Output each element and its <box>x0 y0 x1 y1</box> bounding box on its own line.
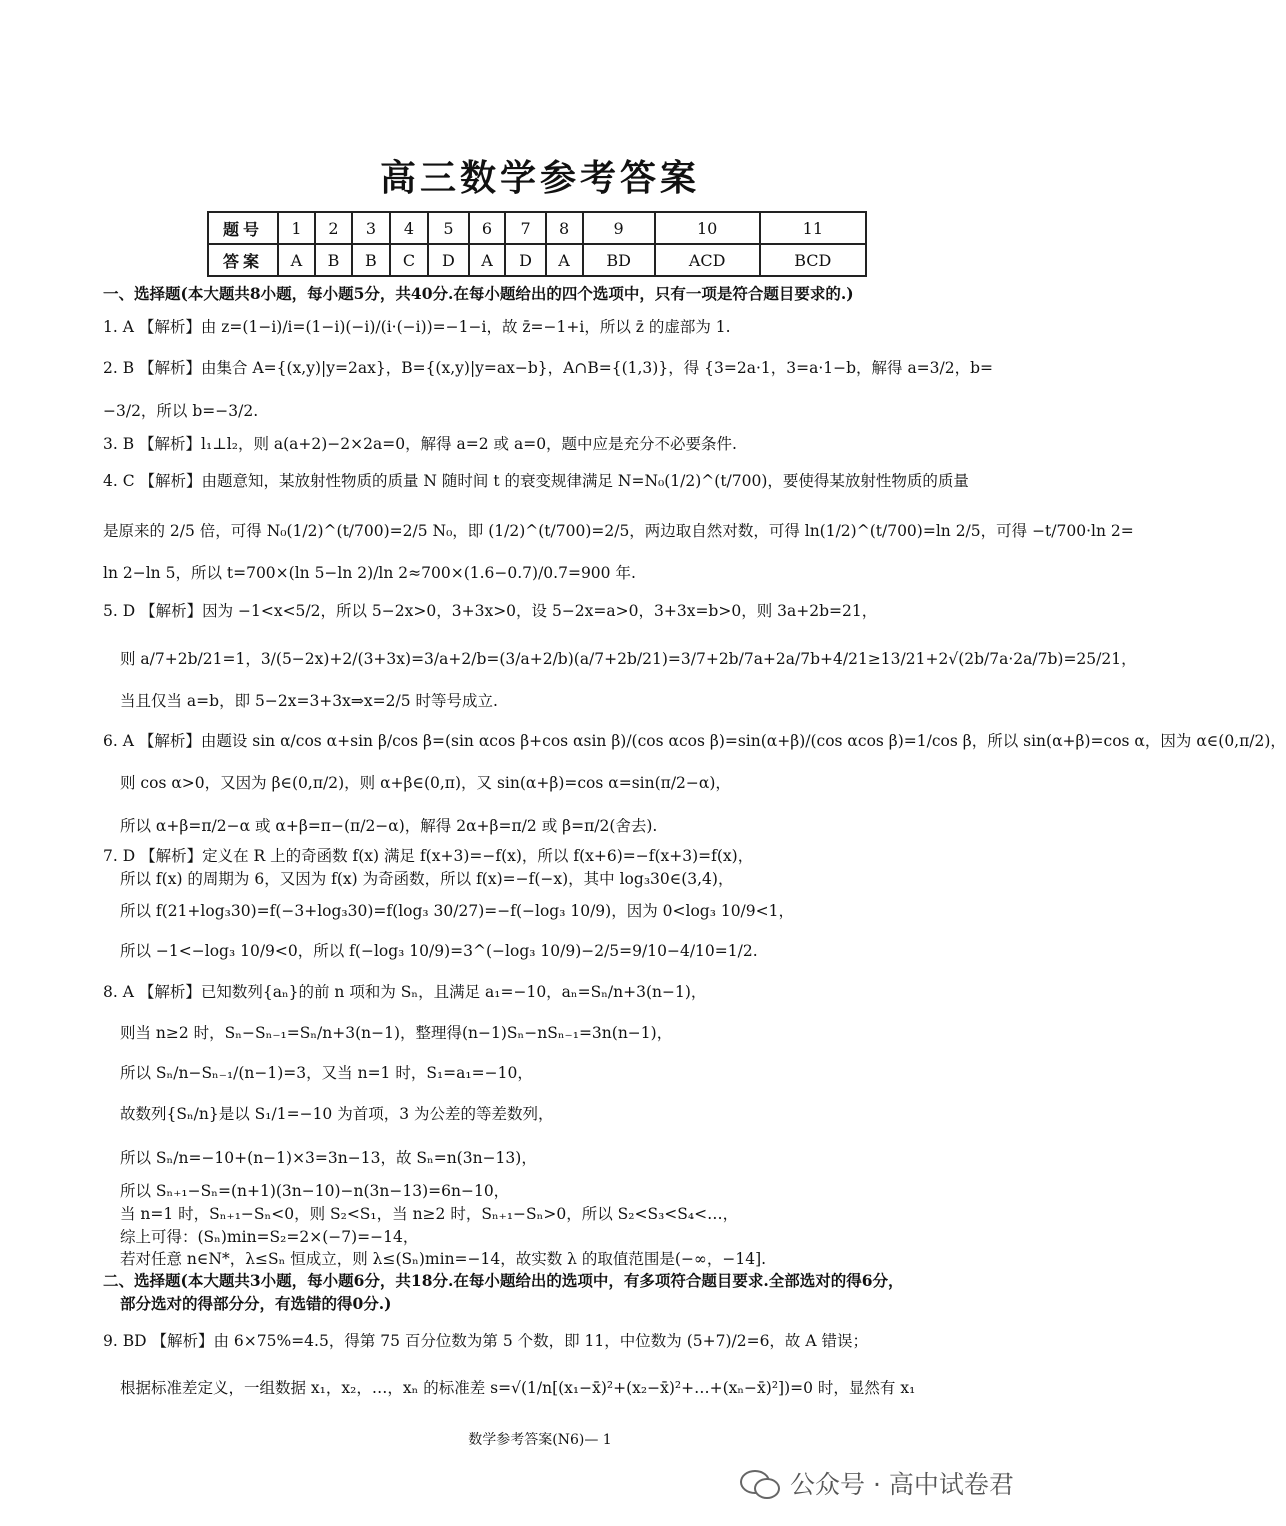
solution-line: 根据标准差定义，一组数据 x₁，x₂，…，xₙ 的标准差 s=√(1/n[(x₁−x̄)²+(x₂−x̄)²+…+(xₙ−x̄)²])=0 时，显然有 x₁ <box>120 1379 916 1397</box>
answer-table <box>207 211 867 277</box>
section-heading-2-cont: 部分选对的得部分分，有选错的得0分.) <box>120 1294 392 1313</box>
section-heading-1: 一、选择题(本大题共8小题，每小题5分，共40分.在每小题给出的四个选项中，只有一项是符合题目要求的.) <box>103 284 854 303</box>
solution-line: 3. B 【解析】l₁⊥l₂，则 a(a+2)−2×2a=0，解得 a=2 或 a=0，题中应是充分不必要条件. <box>103 435 737 453</box>
row-label-number: 题号 <box>208 212 278 244</box>
solution-line: 所以 −1<−log₃ 10/9<0，所以 f(−log₃ 10/9)=3^(−log₃ 10/9)−2/5=9/10−4/10=1/2. <box>120 942 758 960</box>
solution-line: 是原来的 2/5 倍，可得 N₀(1/2)^(t/700)=2/5 N₀，即 (1/2)^(t/700)=2/5，两边取自然对数，可得 ln(1/2)^(t/700)=ln 2/5，可得 −t/700·ln 2= <box>103 522 1134 540</box>
question-number: 8 <box>546 212 583 244</box>
answer-cell: ACD <box>655 244 760 276</box>
solution-line: ln 2−ln 5，所以 t=700×(ln 5−ln 2)/ln 2≈700×(1.6−0.7)/0.7=900 年. <box>103 564 636 582</box>
section-heading-2: 二、选择题(本大题共3小题，每小题6分，共18分.在每小题给出的选项中，有多项符合题目要求.全部选对的得6分， <box>103 1271 904 1290</box>
question-number: 1 <box>278 212 315 244</box>
solution-line: 所以 Sₙ/n=−10+(n−1)×3=3n−13，故 Sₙ=n(3n−13)， <box>120 1149 537 1167</box>
answer-table-number-row <box>208 212 866 244</box>
solution-line: 故数列{Sₙ/n}是以 S₁/1=−10 为首项，3 为公差的等差数列， <box>120 1105 554 1123</box>
solution-line: 所以 f(21+log₃30)=f(−3+log₃30)=f(log₃ 30/27)=−f(−log₃ 10/9)，因为 0<log₃ 10/9<1， <box>120 902 794 920</box>
answer-cell: BCD <box>760 244 866 276</box>
page-title: 高三数学参考答案 <box>379 158 700 199</box>
question-number: 5 <box>428 212 468 244</box>
solution-line: 8. A 【解析】已知数列{aₙ}的前 n 项和为 Sₙ，且满足 a₁=−10，aₙ=Sₙ/n+3(n−1)， <box>103 983 707 1001</box>
answer-cell: C <box>390 244 429 276</box>
answer-cell: B <box>352 244 389 276</box>
answer-cell: D <box>505 244 545 276</box>
wechat-icon <box>740 1468 780 1498</box>
answer-cell: BD <box>583 244 655 276</box>
solution-line: 所以 Sₙ₊₁−Sₙ=(n+1)(3n−10)−n(3n−13)=6n−10， <box>120 1182 510 1200</box>
question-number: 6 <box>469 212 506 244</box>
watermark-text: 公众号 · 高中试卷君 <box>790 1470 1014 1499</box>
answer-cell: A <box>278 244 315 276</box>
solution-line: 6. A 【解析】由题设 sin α/cos α+sin β/cos β=(sin αcos β+cos αsin β)/(cos αcos β)=sin(α+β)/(cos αcos β)=1/cos β，所以 sin(α+β)=cos α，因为 α∈(0,π/2)， <box>103 732 1286 750</box>
solution-line: 则 cos α>0，又因为 β∈(0,π/2)，则 α+β∈(0,π)，又 sin(α+β)=cos α=sin(π/2−α)， <box>120 774 731 792</box>
solution-line: 则当 n≥2 时，Sₙ−Sₙ₋₁=Sₙ/n+3(n−1)，整理得(n−1)Sₙ−nSₙ₋₁=3n(n−1)， <box>120 1024 673 1042</box>
solution-line: 1. A 【解析】由 z=(1−i)/i=(1−i)(−i)/(i·(−i))=−1−i，故 z̄=−1+i，所以 z̄ 的虚部为 1. <box>103 318 731 336</box>
watermark <box>740 1465 1014 1501</box>
solution-line: 5. D 【解析】因为 −1<x<5/2，所以 5−2x>0，3+3x>0，设 5−2x=a>0，3+3x=b>0，则 3a+2b=21， <box>103 602 878 620</box>
solution-line: 所以 f(x) 的周期为 6，又因为 f(x) 为奇函数，所以 f(x)=−f(−x)，其中 log₃30∈(3,4)， <box>120 870 734 888</box>
solution-line: 则 a/7+2b/21=1，3/(5−2x)+2/(3+3x)=3/a+2/b=(3/a+2/b)(a/7+2b/21)=3/7+2b/7a+2a/7b+4/21≥13/21+2√(2b/7a·2a/7b)=25/21， <box>120 650 1137 668</box>
answer-cell: D <box>428 244 468 276</box>
solution-line: 综上可得：(Sₙ)min=S₂=2×(−7)=−14， <box>120 1228 419 1246</box>
solution-line: 9. BD 【解析】由 6×75%=4.5，得第 75 百分位数为第 5 个数，即 11，中位数为 (5+7)/2=6，故 A 错误； <box>103 1332 868 1350</box>
row-label-answer: 答案 <box>208 244 278 276</box>
question-number: 4 <box>390 212 429 244</box>
solution-line: 当 n=1 时，Sₙ₊₁−Sₙ<0，则 S₂<S₁，当 n≥2 时，Sₙ₊₁−Sₙ>0，所以 S₂<S₃<S₄<…， <box>120 1205 739 1223</box>
solution-line: 若对任意 n∈N*，λ≤Sₙ 恒成立，则 λ≤(Sₙ)min=−14，故实数 λ 的取值范围是(−∞，−14]. <box>120 1250 767 1268</box>
solution-line: 所以 α+β=π/2−α 或 α+β=π−(π/2−α)，解得 2α+β=π/2 或 β=π/2(舍去). <box>120 817 658 835</box>
answer-table-answer-row <box>208 244 866 276</box>
question-number: 9 <box>583 212 655 244</box>
page-footer: 数学参考答案(N6)— 1 <box>468 1432 612 1448</box>
question-number: 3 <box>352 212 389 244</box>
answer-cell: A <box>469 244 506 276</box>
solution-line: 4. C 【解析】由题意知，某放射性物质的质量 N 随时间 t 的衰变规律满足 N=N₀(1/2)^(t/700)，要使得某放射性物质的质量 <box>103 472 969 490</box>
question-number: 11 <box>760 212 866 244</box>
question-number: 2 <box>315 212 352 244</box>
answer-cell: B <box>315 244 352 276</box>
question-number: 7 <box>505 212 545 244</box>
answer-cell: A <box>546 244 583 276</box>
question-number: 10 <box>655 212 760 244</box>
solution-line: 2. B 【解析】由集合 A={(x,y)|y=2ax}，B={(x,y)|y=ax−b}，A∩B={(1,3)}，得 {3=2a·1，3=a·1−b，解得 a=3/2，b= <box>103 359 994 377</box>
solution-line: 7. D 【解析】定义在 R 上的奇函数 f(x) 满足 f(x+3)=−f(x)，所以 f(x+6)=−f(x+3)=f(x)， <box>103 847 754 865</box>
solution-line: 当且仅当 a=b，即 5−2x=3+3x⇒x=2/5 时等号成立. <box>120 692 498 710</box>
solution-line: −3/2，所以 b=−3/2. <box>103 402 259 420</box>
solution-line: 所以 Sₙ/n−Sₙ₋₁/(n−1)=3，又当 n=1 时，S₁=a₁=−10， <box>120 1064 533 1082</box>
